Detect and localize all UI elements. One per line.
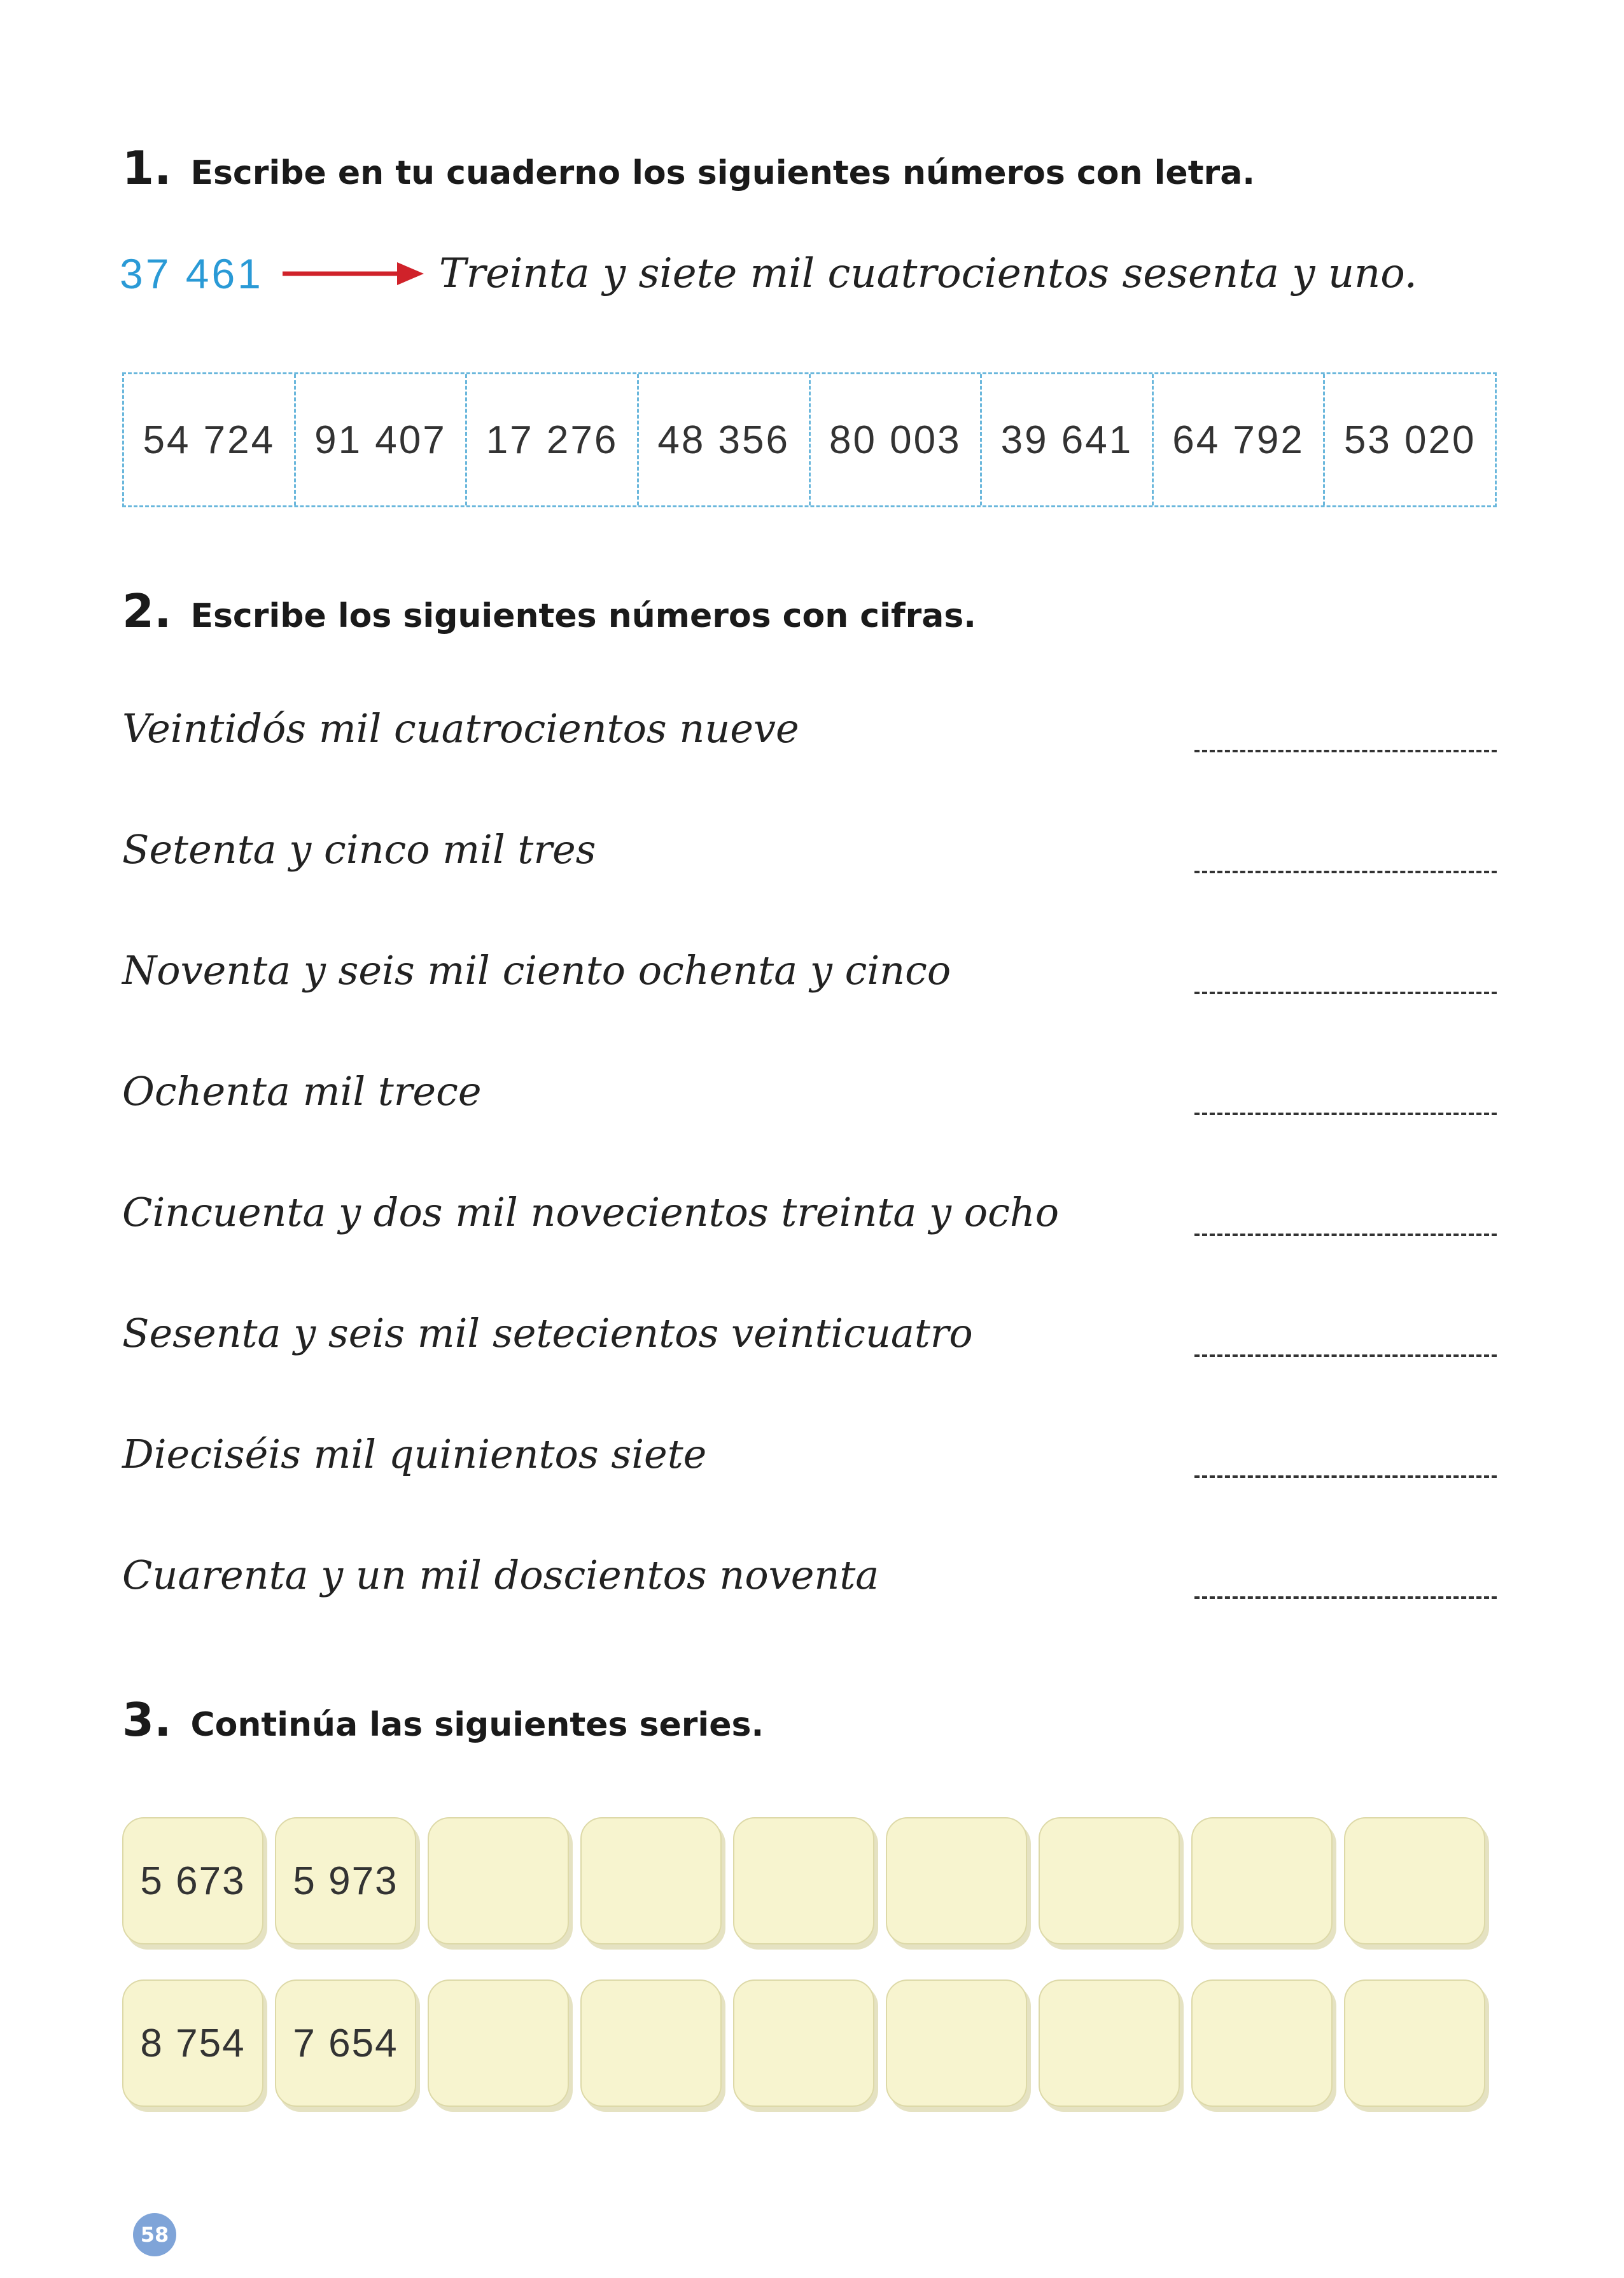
exercise-number: 3. xyxy=(122,1693,172,1747)
number-cell: 80 003 xyxy=(811,374,983,505)
series-box-empty[interactable] xyxy=(886,1817,1027,1944)
answer-line[interactable] xyxy=(1194,1354,1497,1357)
series-box: 8 754 xyxy=(122,1979,263,2107)
exercise-number: 2. xyxy=(122,584,172,638)
series-box: 5 673 xyxy=(122,1817,263,1944)
phrase-text: Setenta y cinco mil tres xyxy=(122,826,596,873)
series-box-empty[interactable] xyxy=(428,1979,569,2107)
number-cell: 48 356 xyxy=(639,374,811,505)
series-row xyxy=(122,1979,1485,2107)
series-box-empty[interactable] xyxy=(580,1817,722,1944)
exercise-instruction: Escribe en tu cuaderno los siguientes números con letra. xyxy=(190,154,1256,192)
phrase-row xyxy=(122,826,1497,896)
answer-line[interactable] xyxy=(1194,1113,1497,1115)
example-number: 37 461 xyxy=(120,250,263,297)
phrase-text: Ochenta mil trece xyxy=(122,1068,482,1114)
phrase-row xyxy=(122,1068,1497,1138)
exercise-instruction: Escribe los siguientes números con cifras. xyxy=(190,597,977,635)
series-box-empty[interactable] xyxy=(886,1979,1027,2107)
answer-line[interactable] xyxy=(1194,871,1497,873)
exercise-1-heading xyxy=(122,141,1255,195)
numbers-table xyxy=(122,372,1497,507)
answer-line[interactable] xyxy=(1194,1475,1497,1478)
answer-line[interactable] xyxy=(1194,750,1497,752)
number-cell: 64 792 xyxy=(1154,374,1326,505)
phrase-row xyxy=(122,705,1497,775)
phrase-row xyxy=(122,1310,1497,1380)
number-cell: 53 020 xyxy=(1343,418,1476,462)
series-box: 5 973 xyxy=(275,1817,416,1944)
series-box-empty[interactable] xyxy=(1039,1817,1180,1944)
page-number-badge: 58 xyxy=(133,2213,176,2256)
series-box-empty[interactable] xyxy=(1039,1979,1180,2107)
phrase-text: Cincuenta y dos mil novecientos treinta y ocho xyxy=(122,1189,1060,1235)
phrase-text: Noventa y seis mil ciento ochenta y cinco xyxy=(122,947,951,994)
series-box-empty[interactable] xyxy=(1344,1979,1485,2107)
number-cell: 91 407 xyxy=(296,374,468,505)
exercise-number: 1. xyxy=(122,141,172,195)
series-box-empty[interactable] xyxy=(1191,1817,1333,1944)
answer-line[interactable] xyxy=(1194,1234,1497,1236)
phrase-text: Cuarenta y un mil doscientos noventa xyxy=(122,1552,879,1598)
phrase-row xyxy=(122,947,1497,1017)
example-text: Treinta y siete mil cuatrocientos sesenta y uno. xyxy=(438,250,1417,297)
phrase-row xyxy=(122,1431,1497,1501)
series-box-empty[interactable] xyxy=(428,1817,569,1944)
series-box-empty[interactable] xyxy=(1191,1979,1333,2107)
phrase-row xyxy=(122,1189,1497,1259)
number-cell: 54 724 xyxy=(124,374,296,505)
phrase-text: Veintidós mil cuatrocientos nueve xyxy=(122,705,799,752)
phrase-text: Sesenta y seis mil setecientos veinticuatro xyxy=(122,1310,973,1356)
series-box-empty[interactable] xyxy=(1344,1817,1485,1944)
example-row xyxy=(120,250,1417,298)
exercise-instruction: Continúa las siguientes series. xyxy=(190,1706,764,1744)
series-row xyxy=(122,1817,1485,1944)
exercise-2-heading xyxy=(122,584,976,638)
series-box-empty[interactable] xyxy=(580,1979,722,2107)
arrow-right-icon xyxy=(280,255,426,293)
number-cell: 39 641 xyxy=(982,374,1154,505)
number-cell: 17 276 xyxy=(467,374,639,505)
series-box-empty[interactable] xyxy=(733,1817,874,1944)
answer-line[interactable] xyxy=(1194,1596,1497,1599)
series-box: 7 654 xyxy=(275,1979,416,2107)
phrase-row xyxy=(122,1552,1497,1622)
answer-line[interactable] xyxy=(1194,992,1497,994)
series-box-empty[interactable] xyxy=(733,1979,874,2107)
phrase-text: Dieciséis mil quinientos siete xyxy=(122,1431,707,1477)
exercise-3-heading xyxy=(122,1693,764,1747)
